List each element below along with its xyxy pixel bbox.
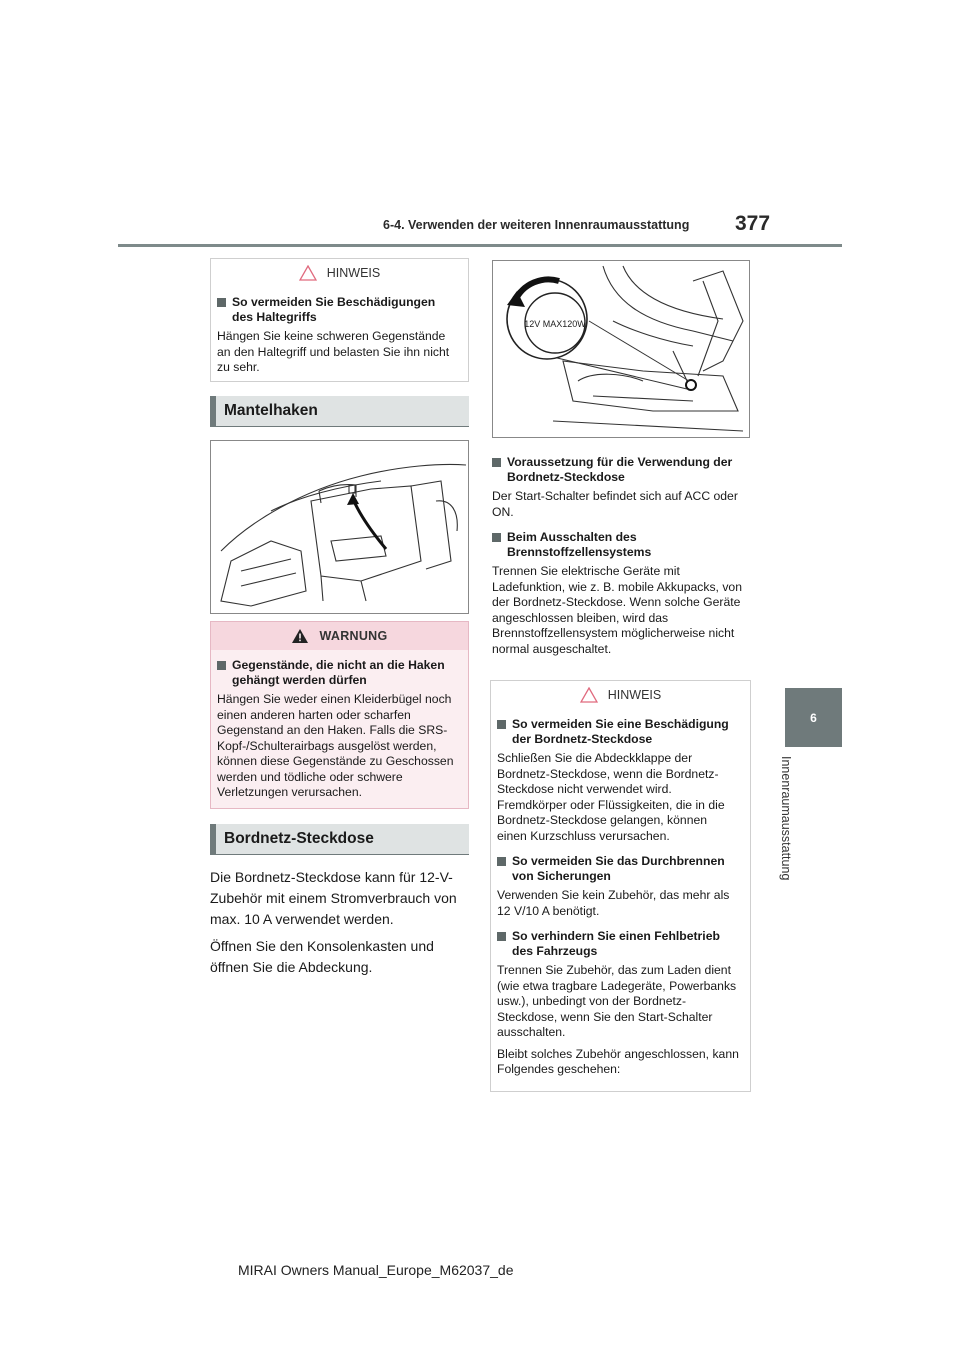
hint-text: Schließen Sie die Abdeckklappe der Bordnetz-Steckdose, wenn die Bordnetz-Steckdose nicht verwendet wird. [497,751,719,796]
topic-heading: Voraussetzung für die Verwendung der Bordnetz-Steckdose [492,455,754,485]
hint-heading: So vermeiden Sie das Durchbrennen von Sicherungen [497,854,740,884]
section-heading-mantelhaken: Mantelhaken [210,396,469,427]
warning-triangle-icon [291,628,309,644]
caution-outline-icon [580,687,598,703]
topic-text: Der Start-Schalter befindet sich auf ACC oder ON. [492,489,738,519]
hint-box-handle [210,258,469,382]
header-divider [118,244,842,247]
svg-text:12V MAX120W: 12V MAX120W [524,319,586,329]
hint-header: HINWEIS [211,259,468,287]
hint-text: Trennen Sie Zubehör, das zum Laden dient (wie etwa tragbare Ladegeräte, Powerbanks usw.), unbedingt von der Bordnetz-Steckdose, wenn Sie den Start-Schalter ausschalten. [497,963,737,1039]
usage-topics [492,449,754,663]
coat-hook-illustration [210,440,469,614]
page-number: 377 [735,212,771,235]
warning-text: Hängen Sie weder einen Kleiderbügel noch einen anderen harten oder scharfen Gegenstand an den Haken. Falls die SRS-Kopf-/Schulterairbags ausgelöst werden, können diese Gegenstände zu Geschossen werden und tödliche oder schwere Verletzungen verursachen. [217,692,454,799]
caution-outline-icon [299,265,317,281]
hint-box-outlet [490,680,751,1092]
power-outlet-illustration [492,260,750,438]
hint-heading: So verhindern Sie einen Fehlbetrieb des Fahrzeugs [497,929,740,959]
hint-header: HINWEIS [491,681,750,709]
hint-text: Bleibt solches Zubehör angeschlossen, kann Folgendes geschehen: [497,1046,739,1076]
paragraph: Die Bordnetz-Steckdose kann für 12-V-Zubehör mit einem Stromverbrauch von max. 10 A verwendet werden. [210,869,457,927]
chapter-label: Innenraumausstattung [779,756,793,881]
footer-document-id: MIRAI Owners Manual_Europe_M62037_de [238,1262,514,1278]
warning-heading: Gegenstände, die nicht an die Haken gehängt werden dürfen [217,658,458,688]
topic-heading: Beim Ausschalten des Brennstoffzellensystems [492,530,754,560]
chapter-tab[interactable]: 6 [785,688,842,747]
hint-text: Fremdkörper oder Flüssigkeiten, die in die Bordnetz-Steckdose gelangen, können einen Kurzschluss verursachen. [497,797,725,843]
intro-paragraphs [210,867,472,984]
topic-text: Trennen Sie elektrische Geräte mit Ladefunktion, wie z. B. mobile Akkupacks, von der Bordnetz-Steckdose. Wenn solche Geräte angeschlossen bleiben, wird das Brennstoffzellensystem möglicherweise nicht normal ausgeschaltet. [492,564,742,656]
paragraph: Öffnen Sie den Konsolenkasten und öffnen Sie die Abdeckung. [210,938,434,975]
hint-text: Verwenden Sie kein Zubehör, das mehr als 12 V/10 A benötigt. [497,888,730,918]
section-title: 6-4. Verwenden der weiteren Innenraumausstattung [383,218,690,232]
section-heading-steckdose: Bordnetz-Steckdose [210,824,469,855]
warning-box-hooks [210,621,469,809]
hint-text: Hängen Sie keine schweren Gegenstände an den Haltegriff und belasten Sie ihn nicht zu sehr. [217,329,450,374]
hint-heading: So vermeiden Sie Beschädigungen des Haltegriffs [217,295,458,325]
warning-header: WARNUNG [211,622,468,650]
hint-heading: So vermeiden Sie eine Beschädigung der Bordnetz-Steckdose [497,717,740,747]
